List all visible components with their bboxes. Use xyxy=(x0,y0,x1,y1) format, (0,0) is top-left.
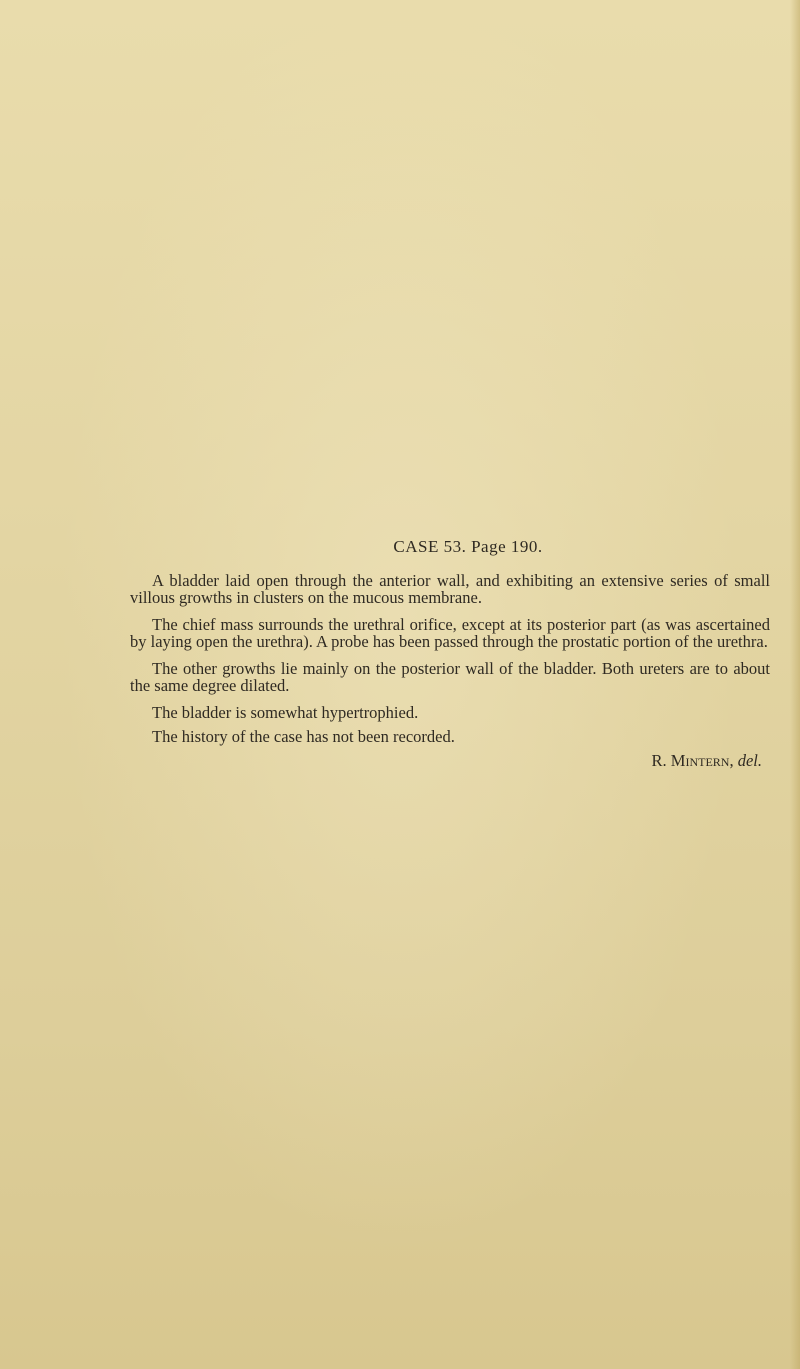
paragraph-5: The history of the case has not been recorded. xyxy=(152,727,455,746)
case-description xyxy=(130,538,770,769)
paragraph-3: The other growths lie mainly on the posterior wall of the bladder. Both ureters are to about the same degree dilated. xyxy=(130,659,770,695)
artist-signature xyxy=(130,752,770,769)
paragraph-1: A bladder laid open through the anterior wall, and exhibiting an extensive series of small villous growths in clusters on the mucous membrane. xyxy=(130,571,770,607)
paragraph-4: The bladder is somewhat hypertrophied. xyxy=(152,703,419,722)
page-edge-shadow xyxy=(790,0,800,1369)
signature-suffix: del. xyxy=(737,751,762,770)
paragraph-2: The chief mass surrounds the urethral orifice, except at its posterior part (as was ascertained by laying open the urethra). A probe has been passed through the prostatic portion of the urethra. xyxy=(130,615,770,651)
signature-name: R. Mintern, xyxy=(651,751,734,770)
case-heading: CASE 53. Page 190. xyxy=(393,537,543,556)
